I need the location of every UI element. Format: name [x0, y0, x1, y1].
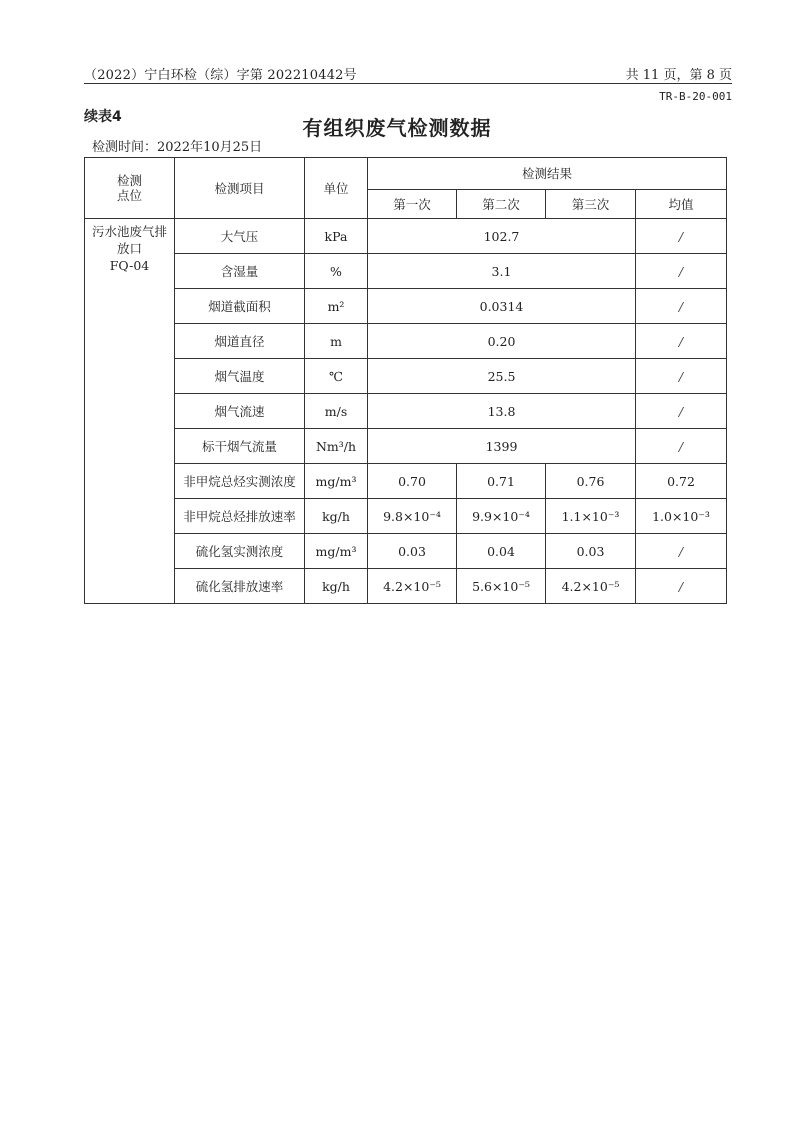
header-second: 第二次	[457, 190, 546, 219]
average-cell: /	[636, 569, 727, 604]
item-cell: 含湿量	[175, 254, 305, 289]
table-row	[85, 499, 727, 534]
header-unit: 单位	[305, 158, 368, 219]
unit-cell: kg/h	[305, 499, 368, 534]
second-value-cell: 0.71	[457, 464, 546, 499]
detect-time: 检测时间：2022年10月25日	[92, 140, 263, 155]
average-cell: /	[636, 324, 727, 359]
first-value-cell: 0.03	[368, 534, 457, 569]
table-row	[85, 324, 727, 359]
average-cell: /	[636, 394, 727, 429]
form-code: TR-B-20-001	[659, 90, 732, 103]
unit-cell: m²	[305, 289, 368, 324]
document-number: （2022）宁白环检（综）字第 202210442号	[84, 68, 357, 83]
average-cell: 0.72	[636, 464, 727, 499]
value-cell: 1399	[368, 429, 636, 464]
unit-cell: m/s	[305, 394, 368, 429]
continued-table-label: 续表4	[84, 109, 122, 125]
item-cell: 烟道直径	[175, 324, 305, 359]
average-cell: /	[636, 429, 727, 464]
table-row	[85, 289, 727, 324]
header-point: 检测 点位	[85, 158, 175, 219]
third-value-cell: 0.76	[546, 464, 636, 499]
table-row	[85, 359, 727, 394]
average-cell: /	[636, 254, 727, 289]
value-cell: 13.8	[368, 394, 636, 429]
site-cell: 污水池废气排放口 FQ-04	[85, 219, 175, 604]
header-first: 第一次	[368, 190, 457, 219]
value-cell: 0.0314	[368, 289, 636, 324]
header-divider	[84, 83, 732, 84]
third-value-cell: 1.1×10⁻³	[546, 499, 636, 534]
second-value-cell: 0.04	[457, 534, 546, 569]
table-row	[85, 534, 727, 569]
value-cell: 102.7	[368, 219, 636, 254]
average-cell: /	[636, 289, 727, 324]
value-cell: 25.5	[368, 359, 636, 394]
average-cell: 1.0×10⁻³	[636, 499, 727, 534]
item-cell: 非甲烷总烃排放速率	[175, 499, 305, 534]
header-result: 检测结果	[368, 158, 727, 190]
page-title: 有组织废气检测数据	[302, 116, 492, 140]
header-average: 均值	[636, 190, 727, 219]
unit-cell: kg/h	[305, 569, 368, 604]
average-cell: /	[636, 534, 727, 569]
table-row	[85, 219, 727, 254]
item-cell: 标干烟气流量	[175, 429, 305, 464]
table-row	[85, 464, 727, 499]
item-cell: 硫化氢排放速率	[175, 569, 305, 604]
header-item: 检测项目	[175, 158, 305, 219]
average-cell: /	[636, 359, 727, 394]
third-value-cell: 0.03	[546, 534, 636, 569]
item-cell: 烟道截面积	[175, 289, 305, 324]
second-value-cell: 5.6×10⁻⁵	[457, 569, 546, 604]
second-value-cell: 9.9×10⁻⁴	[457, 499, 546, 534]
unit-cell: mg/m³	[305, 534, 368, 569]
unit-cell: %	[305, 254, 368, 289]
value-cell: 0.20	[368, 324, 636, 359]
table-row	[85, 429, 727, 464]
unit-cell: Nm³/h	[305, 429, 368, 464]
table-row	[85, 394, 727, 429]
value-cell: 3.1	[368, 254, 636, 289]
first-value-cell: 9.8×10⁻⁴	[368, 499, 457, 534]
average-cell: /	[636, 219, 727, 254]
item-cell: 大气压	[175, 219, 305, 254]
unit-cell: mg/m³	[305, 464, 368, 499]
first-value-cell: 4.2×10⁻⁵	[368, 569, 457, 604]
header-third: 第三次	[546, 190, 636, 219]
table-row	[85, 569, 727, 604]
item-cell: 非甲烷总烃实测浓度	[175, 464, 305, 499]
item-cell: 硫化氢实测浓度	[175, 534, 305, 569]
results-table	[84, 157, 727, 604]
unit-cell: m	[305, 324, 368, 359]
third-value-cell: 4.2×10⁻⁵	[546, 569, 636, 604]
page-info: 共 11 页，第 8 页	[625, 68, 732, 83]
unit-cell: ℃	[305, 359, 368, 394]
table-row	[85, 254, 727, 289]
unit-cell: kPa	[305, 219, 368, 254]
item-cell: 烟气流速	[175, 394, 305, 429]
item-cell: 烟气温度	[175, 359, 305, 394]
first-value-cell: 0.70	[368, 464, 457, 499]
